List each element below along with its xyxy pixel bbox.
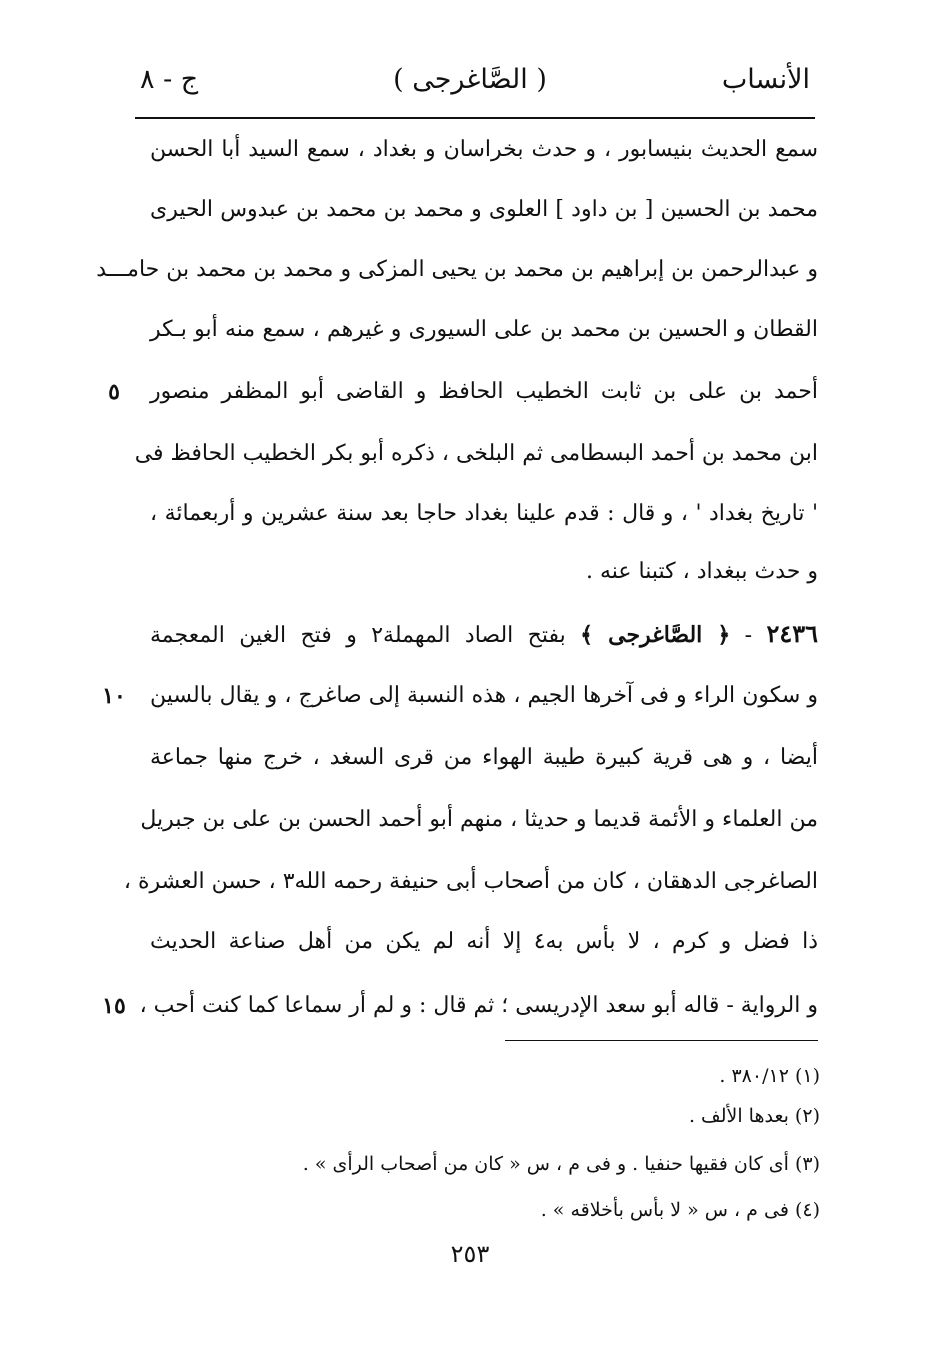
margin-line-number: ١٥ <box>102 993 126 1019</box>
header-entry-title: ( الصَّاغرجى ) <box>393 64 547 95</box>
text-line: القطان و الحسين بن محمد بن على السيورى و غيرهم ، سمع منه أبو بـكر <box>150 317 818 342</box>
text-line: و حدث ببغداد ، كتبنا عنه . <box>585 559 818 584</box>
footnote-rule <box>505 1040 818 1041</box>
footnote: (٢) بعدها الألف . <box>688 1105 820 1127</box>
text-line: من العلماء و الأئمة قديما و حديثا ، منهم أبو أحمد الحسن بن على بن جبريل <box>140 807 818 832</box>
header-volume: ج - ٨ <box>140 64 199 95</box>
text-line: الصاغرجى الدهقان ، كان من أصحاب أبى حنيفة رحمه الله٣ ، حسن العشرة ، <box>123 869 818 894</box>
text-line: أحمد بن على بن ثابت الخطيب الحافظ و القاضى أبو المظفر منصور <box>150 379 818 404</box>
text-line: سمع الحديث بنيسابور ، و حدث بخراسان و بغداد ، سمع السيد أبا الحسن <box>150 137 818 162</box>
page-number: ٢٥٣ <box>450 1240 490 1268</box>
text-line: و عبدالرحمن بن إبراهيم بن محمد بن يحيى المزكى و محمد بن محمد بن حامـــد <box>96 257 818 282</box>
text-line: ذا فضل و كرم ، لا بأس به٤ إلا أنه لم يكن من أهل صناعة الحديث <box>150 929 818 954</box>
footnote: (٣) أى كان فقيها حنفيا . و فى م ، س « كان من أصحاب الرأى » . <box>302 1153 820 1175</box>
text-line: و الرواية - قاله أبو سعد الإدريسى ؛ ثم قال : و لم أر سماعا كما كنت أحب ، <box>139 993 818 1018</box>
entry-dash: - <box>730 623 767 648</box>
margin-line-number: ٥ <box>108 379 120 405</box>
header-book-title: الأنساب <box>721 64 810 95</box>
text-line: محمد بن الحسين [ بن داود ] العلوى و محمد بن محمد بن عبدوس الحيرى <box>150 197 818 222</box>
entry-heading-line <box>150 610 818 658</box>
entry-text: بفتح الصاد المهملة٢ و فتح الغين المعجمة <box>150 623 581 648</box>
text-line: ابن محمد بن أحمد البسطامى ثم البلخى ، ذكره أبو بكر الخطيب الحافظ فى <box>134 441 818 466</box>
text-line: و سكون الراء و فى آخرها الجيم ، هذه النسبة إلى صاغرج ، و يقال بالسين <box>150 683 818 708</box>
text-line: أيضا ، و هى قرية كبيرة طيبة الهواء من قرى السغد ، خرج منها جماعة <box>150 745 818 770</box>
entry-number: ٢٤٣٦ <box>766 619 819 648</box>
entry-title: ﴿ الصَّاغرجى ﴾ <box>580 622 731 648</box>
footnote: (١) ٣٨٠/١٢ . <box>719 1065 820 1087</box>
margin-line-number: ١٠ <box>102 683 126 709</box>
header-rule <box>135 117 815 119</box>
text-line: ' تاريخ بغداد ' ، و قال : قدم علينا بغداد حاجا بعد سنة عشرين و أربعمائة ، <box>150 501 818 526</box>
footnote: (٤) فى م ، س « لا بأس بأخلاقه » . <box>540 1199 820 1221</box>
